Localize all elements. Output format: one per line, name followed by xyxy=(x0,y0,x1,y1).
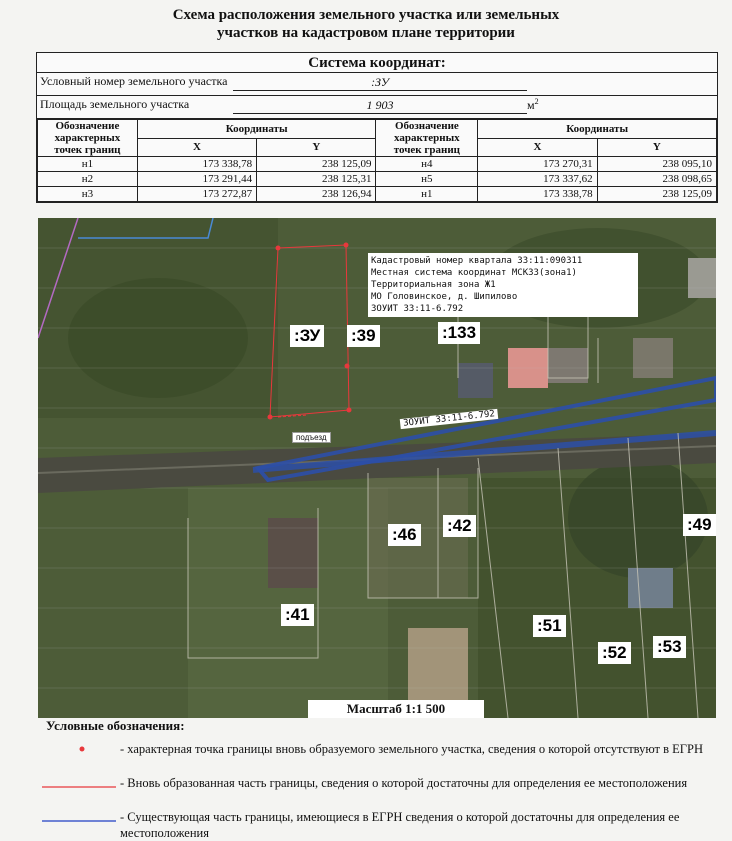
col-header-point-1: Обозначение характерных точек границ xyxy=(38,120,138,157)
y-cell: 238 126,94 xyxy=(257,187,376,202)
legend-item-existing-boundary xyxy=(40,809,715,841)
legend-text: - Вновь образованная часть границы, сведения о которой достаточны для определения ее местоположения xyxy=(120,776,688,790)
col-header-x-1: X xyxy=(137,138,256,157)
point-cell: н2 xyxy=(38,172,138,187)
map-info-box xyxy=(368,253,638,317)
x-cell: 173 337,62 xyxy=(478,172,597,187)
y-cell: 238 125,09 xyxy=(257,157,376,172)
map-scale: Масштаб 1:1 500 xyxy=(308,700,484,718)
legend-title: Условные обозначения: xyxy=(46,718,185,733)
red-line-icon xyxy=(40,775,120,791)
area-label: Площадь земельного участка xyxy=(40,97,190,111)
col-header-point-2: Обозначение характерных точек границ xyxy=(376,120,478,157)
conditional-number-row xyxy=(37,73,717,96)
access-road-label: подъезд xyxy=(292,432,331,443)
area-value: 1 903 xyxy=(233,98,527,114)
y-cell: 238 125,31 xyxy=(257,172,376,187)
table-row xyxy=(38,172,717,187)
area-unit-sup: 2 xyxy=(534,97,539,106)
parcel-label-41: :41 xyxy=(281,604,314,626)
parcel-label-39: :39 xyxy=(347,325,380,347)
x-cell: 173 338,78 xyxy=(478,187,597,202)
point-cell: н1 xyxy=(376,187,478,202)
y-cell: 238 098,65 xyxy=(597,172,716,187)
parcel-label-42: :42 xyxy=(443,515,476,537)
point-cell: н4 xyxy=(376,157,478,172)
parcel-label-51: :51 xyxy=(533,615,566,637)
point-cell: н3 xyxy=(38,187,138,202)
coordinate-system-header: Система координат: xyxy=(37,53,717,73)
title-line-2: участков на кадастровом плане территории xyxy=(217,25,515,41)
parcel-label-52: :52 xyxy=(598,642,631,664)
road-zone-label: ЗОУИТ 33:11-6.792 xyxy=(400,409,499,429)
title-line-1: Схема расположения земельного участка или земельных xyxy=(172,7,560,23)
parcel-label-133: :133 xyxy=(438,322,480,344)
table-row xyxy=(38,157,717,172)
coordinates-table xyxy=(37,119,717,202)
document-title xyxy=(0,6,732,42)
x-cell: 173 291,44 xyxy=(137,172,256,187)
y-cell: 238 095,10 xyxy=(597,157,716,172)
info-line: Кадастровый номер квартала 33:11:090311 xyxy=(371,256,583,266)
col-header-coords-1: Координаты xyxy=(137,120,376,139)
legend-text: - Существующая часть границы, имеющиеся в ЕГРН сведения о которой достаточны для определения ее местоположения xyxy=(120,810,680,840)
red-point-icon xyxy=(40,741,120,757)
cadastral-map xyxy=(38,218,716,718)
point-cell: н5 xyxy=(376,172,478,187)
parcel-label-zu: :ЗУ xyxy=(290,325,324,347)
parcel-label-49: :49 xyxy=(683,514,716,536)
point-cell: н1 xyxy=(38,157,138,172)
coordinate-frame xyxy=(36,52,718,203)
conditional-number-label: Условный номер земельного участка xyxy=(40,74,228,88)
legend-item-new-boundary xyxy=(40,775,715,791)
legend-item-point xyxy=(40,741,715,757)
parcel-label-46: :46 xyxy=(388,524,421,546)
conditional-number-value: :ЗУ xyxy=(233,75,527,91)
table-row xyxy=(38,187,717,202)
col-header-coords-2: Координаты xyxy=(478,120,717,139)
x-cell: 173 272,87 xyxy=(137,187,256,202)
x-cell: 173 338,78 xyxy=(137,157,256,172)
info-line: Территориальная зона Ж1 xyxy=(371,280,496,290)
parcel-label-53: :53 xyxy=(653,636,686,658)
y-cell: 238 125,09 xyxy=(597,187,716,202)
col-header-x-2: X xyxy=(478,138,597,157)
area-unit-text: м xyxy=(527,98,535,112)
blue-line-icon xyxy=(40,809,120,825)
info-line: ЗОУИТ 33:11-6.792 xyxy=(371,304,464,314)
info-line: МО Головинское, д. Шипилово xyxy=(371,292,518,302)
legend-text: - характерная точка границы вновь образуемого земельного участка, сведения о которой отсутствуют в ЕГРН xyxy=(120,742,704,756)
area-unit xyxy=(527,97,539,113)
x-cell: 173 270,31 xyxy=(478,157,597,172)
info-line: Местная система координат МСК33(зона1) xyxy=(371,268,577,278)
col-header-y-1: Y xyxy=(257,138,376,157)
col-header-y-2: Y xyxy=(597,138,716,157)
area-row xyxy=(37,96,717,119)
